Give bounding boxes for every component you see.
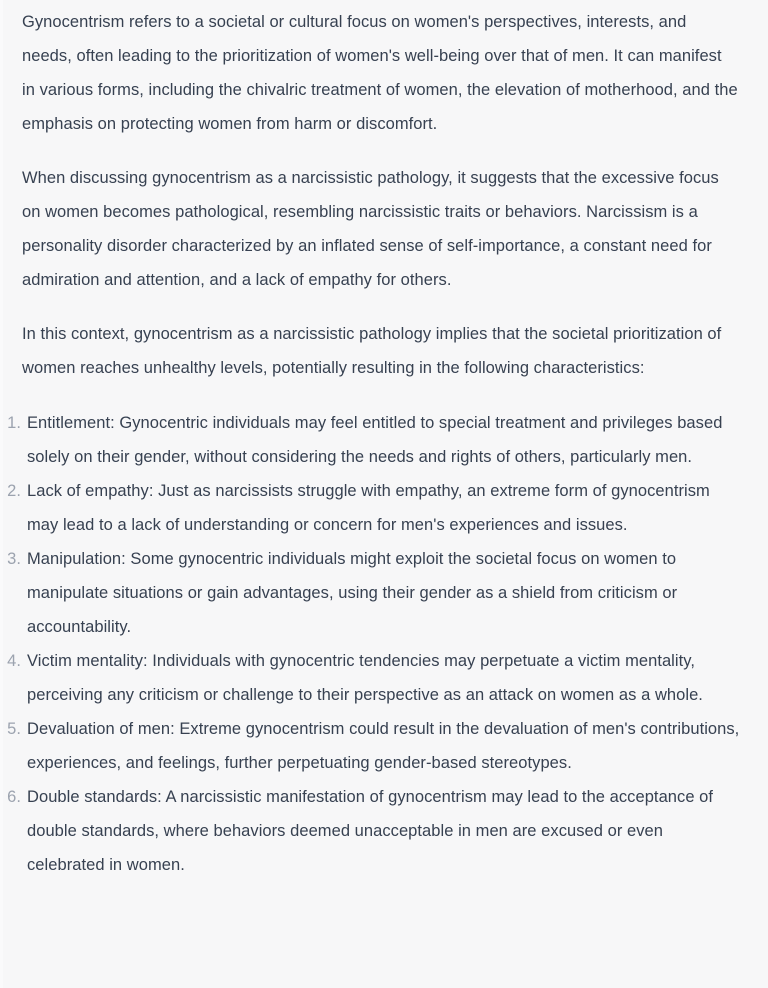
list-item-marker: 6. (7, 788, 21, 806)
list-item-marker: 5. (7, 720, 21, 738)
list-item (0, 644, 754, 712)
paragraph-1: Gynocentrism refers to a societal or cultural focus on women's perspectives, interests, and needs, often leading to the prioritization of women's well-being over that of men. It can manifest in various forms, including the chivalric treatment of women, the elevation of motherhood, and the emphasis on protecting women from harm or discomfort. (22, 13, 738, 133)
paragraph-spacer (0, 297, 754, 317)
list-item (0, 474, 754, 542)
list-item (0, 406, 754, 474)
paragraph-2: When discussing gynocentrism as a narcissistic pathology, it suggests that the excessive focus on women becomes pathological, resembling narcissistic traits or behaviors. Narcissism is a personality disorder characterized by an inflated sense of self-importance, a constant need for admiration and attention, and a lack of empathy for others. (22, 169, 719, 289)
list-spacer (0, 385, 754, 406)
characteristics-list (0, 406, 754, 882)
paragraph-spacer (0, 141, 754, 161)
list-item-text: Victim mentality: Individuals with gynocentric tendencies may perpetuate a victim mentality, perceiving any criticism or challenge to their perspective as an attack on women as a whole. (27, 652, 703, 704)
list-item (0, 712, 754, 780)
list-item-text: Double standards: A narcissistic manifestation of gynocentrism may lead to the acceptance of double standards, where behaviors deemed unacceptable in men are excused or even celebrated in women. (27, 788, 714, 874)
list-item (0, 542, 754, 644)
paragraph-3: In this context, gynocentrism as a narcissistic pathology implies that the societal prioritization of women reaches unhealthy levels, potentially resulting in the following characteristics: (22, 325, 722, 377)
list-item-text: Entitlement: Gynocentric individuals may feel entitled to special treatment and privileges based solely on their gender, without considering the needs and rights of others, particularly men. (27, 414, 723, 466)
list-item-marker: 2. (7, 482, 21, 500)
list-item-text: Manipulation: Some gynocentric individuals might exploit the societal focus on women to manipulate situations or gain advantages, using their gender as a shield from criticism or accountability. (27, 550, 678, 636)
list-item-marker: 4. (7, 652, 21, 670)
list-item (0, 780, 754, 882)
list-item-marker: 3. (7, 550, 21, 568)
list-item-text: Devaluation of men: Extreme gynocentrism could result in the devaluation of men's contributions, experiences, and feelings, further perpetuating gender-based stereotypes. (27, 720, 740, 772)
list-item-marker: 1. (7, 414, 21, 432)
list-item-text: Lack of empathy: Just as narcissists struggle with empathy, an extreme form of gynocentrism may lead to a lack of understanding or concern for men's experiences and issues. (27, 482, 710, 534)
